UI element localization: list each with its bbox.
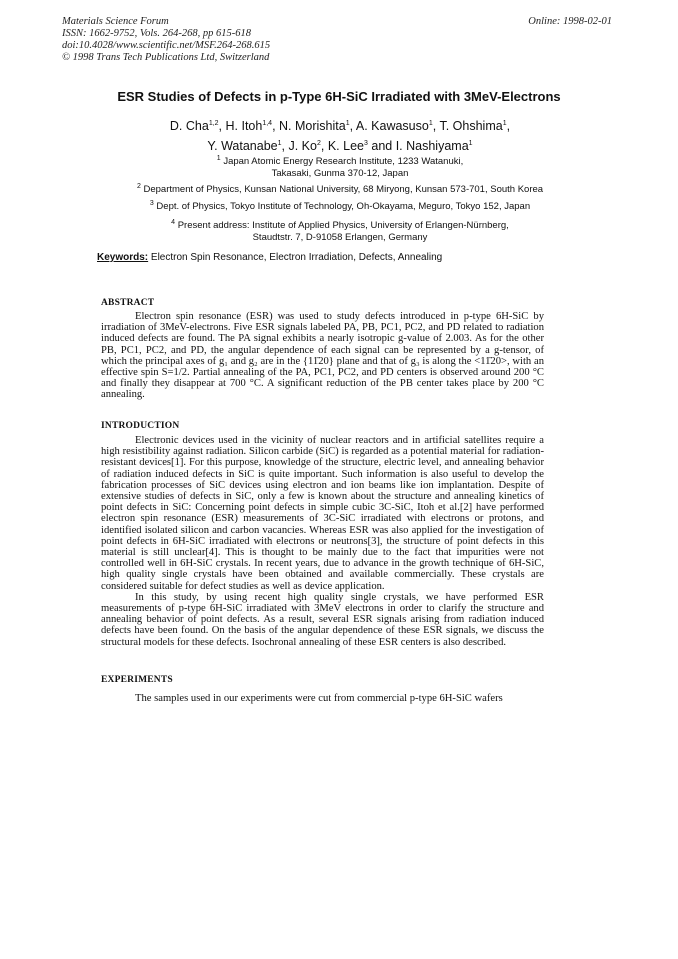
author: K. Lee [327, 139, 364, 154]
affiliation-text: Dept. of Physics, Tokyo Institute of Technology, Oh-Okayama, Meguro, Tokyo 152, Japan [156, 201, 531, 213]
keywords [97, 252, 442, 263]
author-separator: and [367, 139, 396, 154]
affiliation-text: Present address: Institute of Applied Physics, University of Erlangen-Nürnberg, [177, 220, 509, 232]
author: A. Kawasuso [355, 119, 429, 134]
affiliation-number: 4 [171, 219, 176, 226]
author-line-1 [80, 115, 600, 135]
paper-title: ESR Studies of Defects in p-Type 6H-SiC Irradiated with 3MeV-Electrons [117, 89, 561, 104]
journal-name: Materials Science Forum [62, 16, 169, 27]
introduction-heading: INTRODUCTION [101, 421, 180, 431]
introduction-paragraph: Electronic devices used in the vicinity of nuclear reactors and in artificial satellites require a high resistibility against radiation. Silicon carbide (SiC) is regarded as a potential material for radiation-resistant devices[1]. For this purpose, knowledge of the structure, electric level, and annealing behavior of radiation induced defects in SiC is quite important. Such information is also useful to develop the fabrication processes of SiC devices using electron and ion beams like ion implantation. Despite of extensive studies of defects in SiC, only a few is known about the structure and annealing kinetics of point defects in SiC: Concerning point defects in simple cubic 3C-SiC, Itoh et al.[2] have performed electron spin resonance (ESR) measurements of 3C-SiC irradiated with electrons or protons, and identified isolated silicon and carbon vacancies. Whereas ESR was also applied for the investigation of point defects in 6H-SiC irradiated with electrons or neutrons[3], the structure of point defects in this material is still unclear[4]. This is thought to be mainly due to the fact that impurities were not controlled well in 6H-SiC crystals. In recent years, due to advance in the growth technique of 6H-SiC, high quality single crystals have been obtained and available commercially. These crystals are considered suitable for defect studies as well as device application. [101, 435, 544, 592]
author-affil-sup: 1 [277, 140, 282, 148]
abstract-paragraph: Electron spin resonance (ESR) was used to study defects introduced in p-type 6H-SiC by irradiation of 3MeV-electrons. Five ESR signals labeled PA, PB, PC1, PC2, and PD related to radiation induced defects are found. The PA signal exhibits a nearly isotropic g-value of 2.003. As for the other PB, PC1, PC2, and PD, the angular dependence of each signal can be represented by a g-tensor, of which the principal axes of g₁ and g₂ are in the {11̄20} plane and that of g₃ is along the <11̄20>, with an effective spin S=1/2. Partial annealing of the PA, PC1, PC2, and PD centers is observed around 200 °C and finally they disappear at 700 °C. A significant reduction of the PB center takes place by 200 °C annealing. [101, 311, 544, 401]
affiliation-number: 3 [149, 200, 154, 207]
author-affil-sup: 1 [345, 120, 350, 127]
author-affil-sup: 2 [316, 140, 321, 148]
affiliation-number: 1 [216, 155, 221, 162]
author-list [80, 115, 600, 155]
keywords-text: Electron Spin Resonance, Electron Irradiation, Defects, Annealing [150, 252, 443, 263]
abstract-body [101, 311, 544, 401]
author-affil-sup: 1 [428, 120, 433, 127]
journal-info [62, 16, 270, 64]
author: Y. Watanabe [207, 139, 278, 154]
author-separator: , [272, 119, 280, 134]
author-affil-sup: 1 [502, 120, 507, 127]
author-separator: , [506, 119, 511, 134]
abstract-heading: ABSTRACT [101, 298, 155, 308]
keywords-label: Keywords: [97, 252, 149, 263]
affiliation-text: Japan Atomic Energy Research Institute, 1233 Watanuki, [223, 156, 464, 168]
author-affil-sup: 1,4 [262, 120, 273, 127]
author-affil-sup: 1 [468, 140, 473, 148]
author: N. Morishita [279, 119, 346, 134]
author: H. Itoh [225, 119, 263, 134]
affiliation-line [80, 217, 600, 232]
online-date: Online: 1998-02-01 [528, 16, 612, 27]
journal-copyright: © 1998 Trans Tech Publications Ltd, Switzerland [62, 52, 270, 63]
experiments-heading: EXPERIMENTS [101, 675, 173, 685]
author-separator: , [281, 139, 289, 154]
introduction-body [101, 435, 544, 648]
author-separator: , [432, 119, 440, 134]
experiments-paragraph: The samples used in our experiments were cut from commercial p-type 6H-SiC wafers [135, 693, 503, 704]
affiliation-text: Staudtstr. 7, D-91058 Erlangen, Germany [252, 232, 428, 244]
affiliation-number: 2 [136, 183, 141, 190]
author-separator: , [349, 119, 356, 134]
author-affil-sup: 1,2 [208, 120, 219, 127]
introduction-paragraph: In this study, by using recent high quality single crystals, we have performed ESR measurements of p-type 6H-SiC irradiated with 3MeV electrons in order to clarify the structure and annealing behavior of point defects. As a result, several ESR signals arising from radiation induced defects have been found. On the basis of the angular dependence of these ESR signals, we discuss the structural models for these defects. Isochronal annealing of these ESR centers is also described. [101, 591, 544, 648]
author: D. Cha [169, 119, 209, 134]
author-separator: , [218, 119, 226, 134]
journal-issn: ISSN: 1662-9752, Vols. 264-268, pp 615-618 [62, 28, 251, 39]
affiliation-text: Department of Physics, Kunsan National University, 68 Miryong, Kunsan 573-701, South Korea [143, 184, 544, 196]
affiliation-4 [80, 217, 600, 244]
journal-doi: doi:10.4028/www.scientific.net/MSF.264-268.615 [62, 40, 271, 51]
author: T. Ohshima [439, 119, 503, 134]
affiliation-3 [60, 198, 620, 213]
affiliation-2 [60, 181, 620, 196]
author: J. Ko [288, 139, 317, 154]
author-separator: , [320, 139, 328, 154]
author: I. Nashiyama [395, 139, 469, 154]
affiliation-1 [80, 153, 600, 180]
author-affil-sup: 3 [363, 140, 368, 148]
affiliation-line [80, 153, 600, 168]
affiliation-text: Takasaki, Gunma 370-12, Japan [271, 168, 409, 180]
experiments-body [101, 693, 544, 704]
